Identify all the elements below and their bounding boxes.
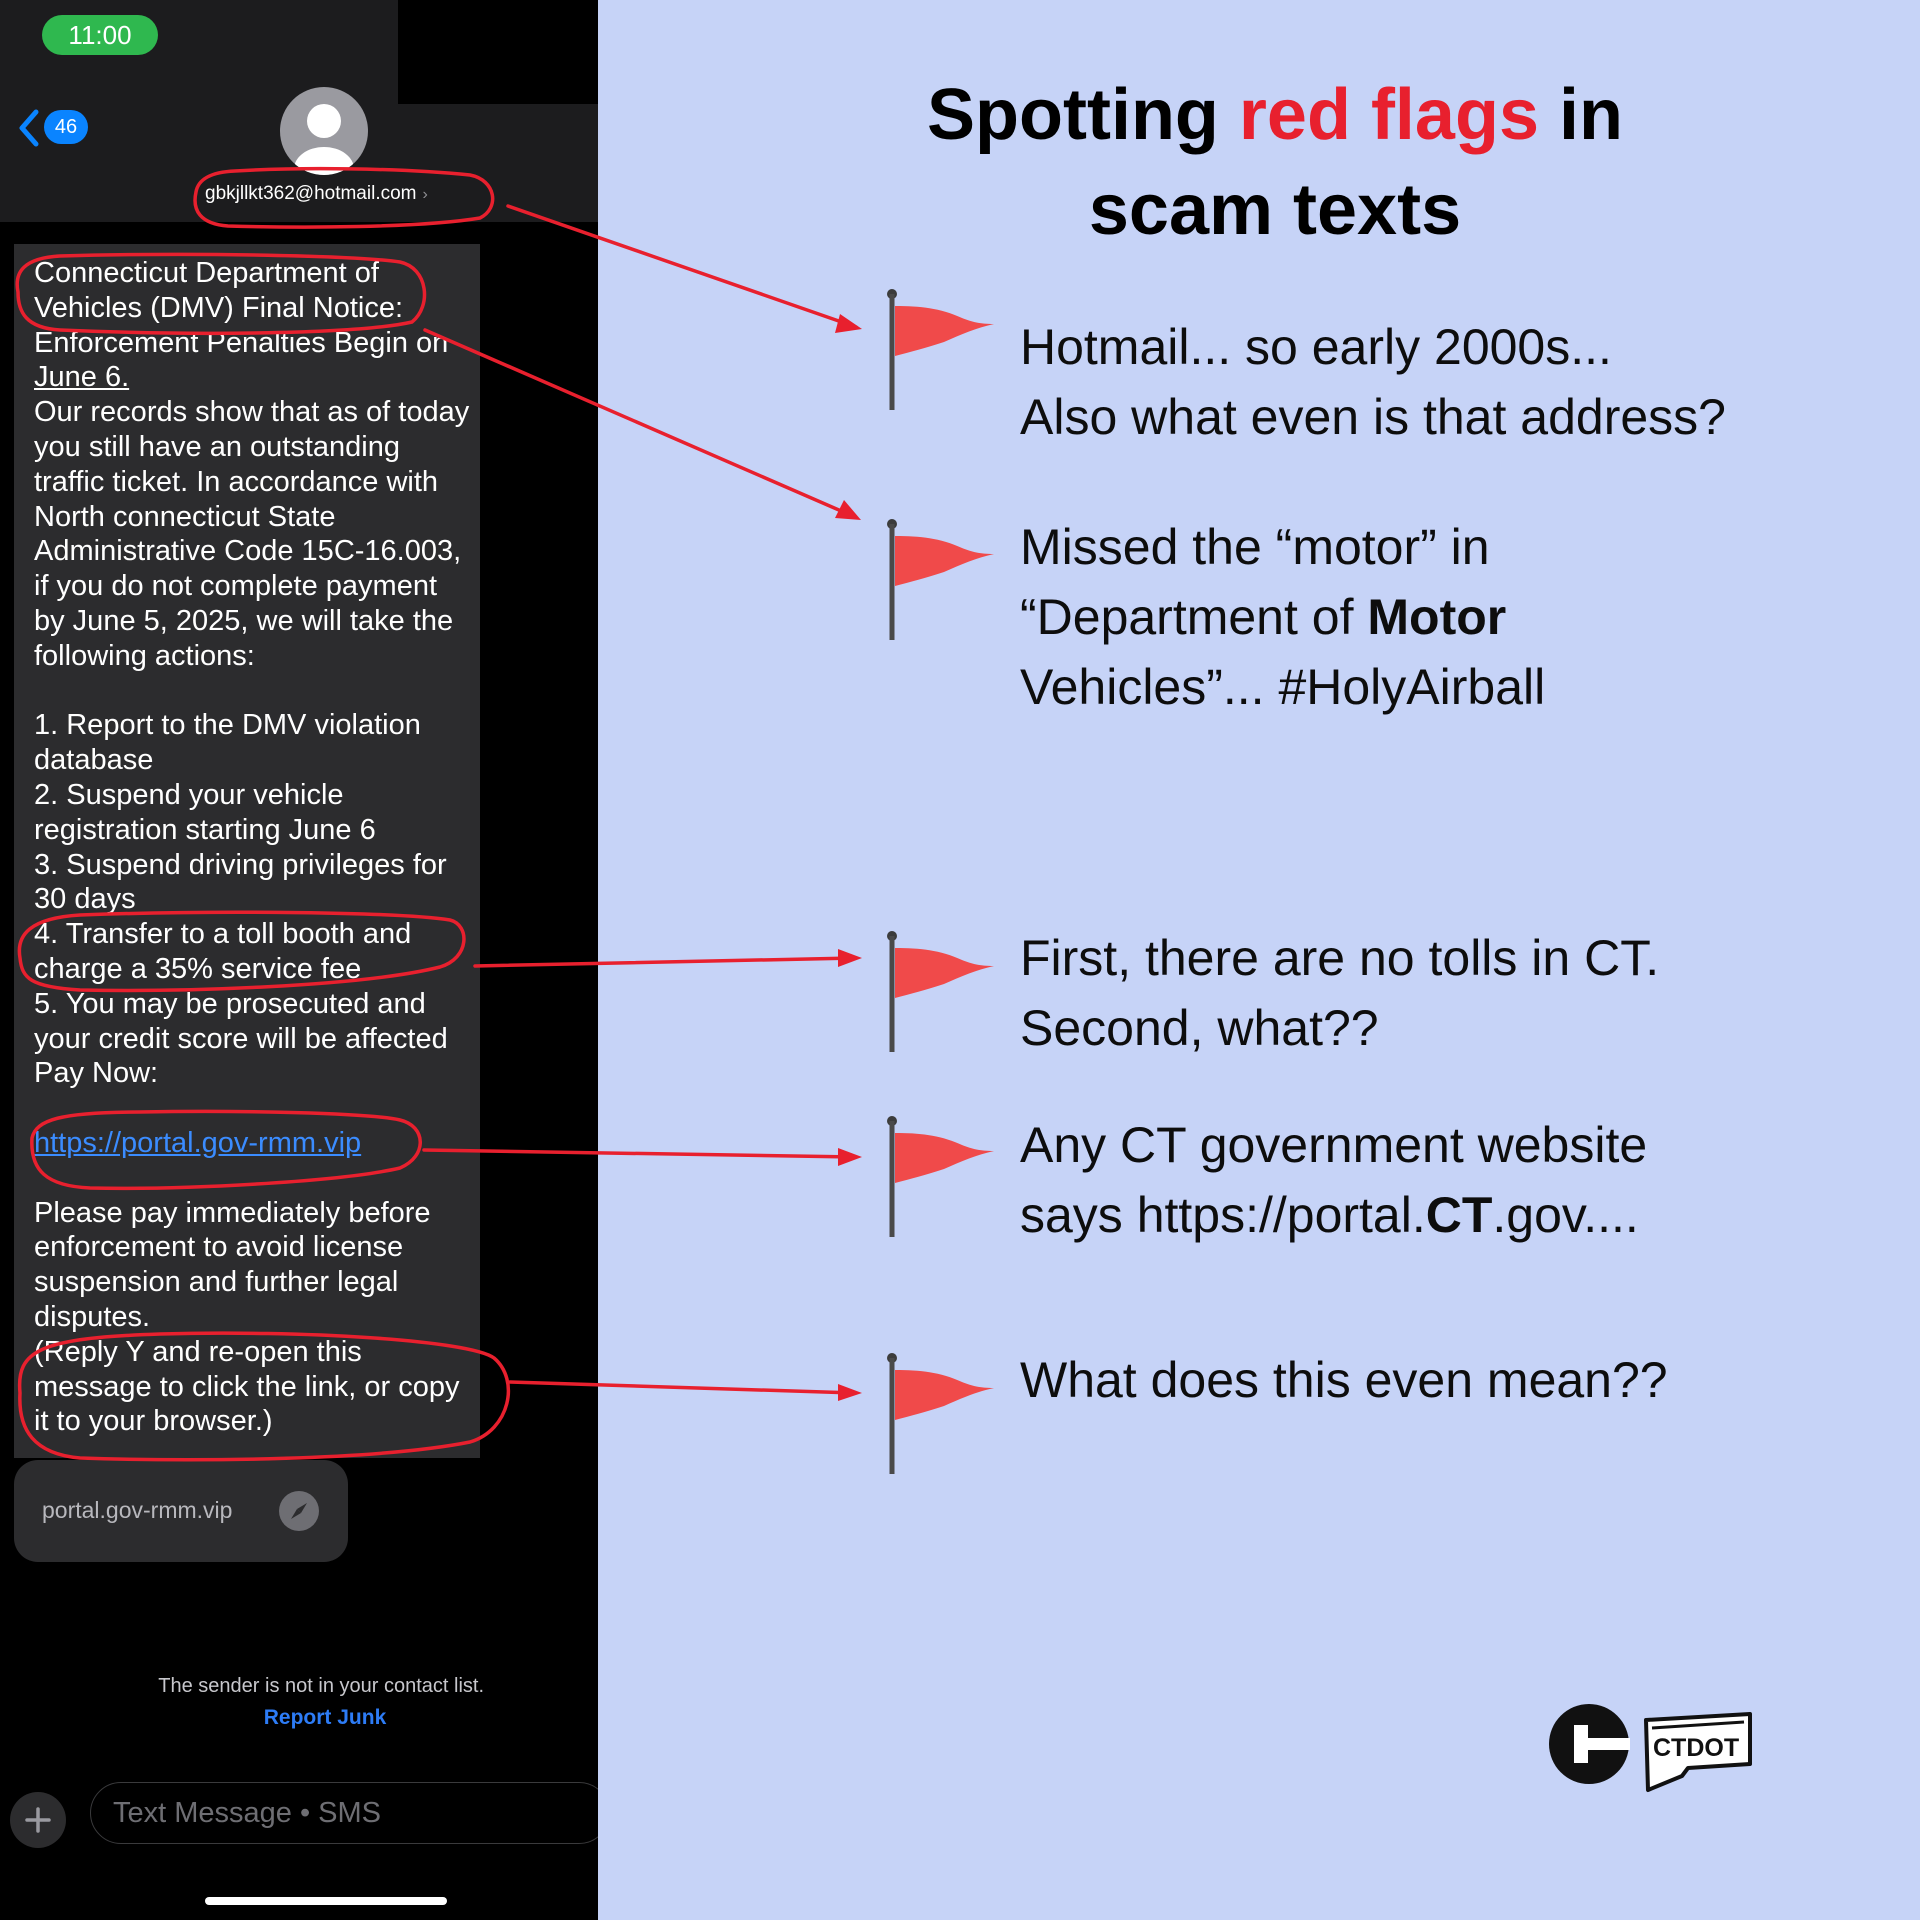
title-part-2: in	[1539, 75, 1623, 155]
annotation-arrow-4	[424, 1150, 855, 1157]
red-flag-text	[1020, 512, 1900, 722]
red-flag-text	[1020, 1110, 1900, 1250]
link-preview-domain: portal.gov-rmm.vip	[42, 1497, 233, 1523]
message-line: 1. Report to the DMV violation	[34, 709, 421, 742]
report-junk-link[interactable]: Report Junk	[263, 1706, 387, 1729]
arrowhead-1	[835, 314, 862, 333]
annotation-arrow-2	[425, 330, 855, 517]
red-flag-icon	[880, 518, 1000, 643]
ctdot-logo-text: CTDOT	[1653, 1734, 1740, 1762]
message-line: you still have an outstanding	[34, 430, 400, 463]
message-line: Pay Now:	[34, 1057, 159, 1090]
red-flag-text: Hotmail... so early 2000s... Also what even is that address?	[1020, 319, 1726, 445]
red-flag-text-part: .gov....	[1492, 1187, 1639, 1243]
ctdot-c-logo	[1548, 1703, 1630, 1785]
message-line: 3. Suspend driving privileges for	[34, 848, 447, 881]
title-line-2: scam texts	[1088, 170, 1462, 250]
red-flag-icon	[880, 930, 1000, 1055]
message-line: suspension and further legal	[34, 1266, 399, 1299]
red-flag-text-part: Vehicles”... #HolyAirball	[1020, 659, 1546, 715]
arrowhead-3	[838, 949, 862, 967]
message-line: traffic ticket. In accordance with	[34, 465, 439, 498]
scam-link[interactable]: https://portal.gov-rmm.vip	[34, 1126, 362, 1159]
message-line: if you do not complete payment	[34, 570, 438, 603]
red-flag-text: First, there are no tolls in CT. Second, what??	[1020, 930, 1660, 1056]
title-highlight: red flags	[1238, 75, 1539, 155]
annotation-circle-link	[32, 1111, 420, 1188]
message-line: your credit score will be affected	[34, 1022, 448, 1055]
red-flag-icon	[880, 1352, 1000, 1477]
red-flag-text: What does this even mean??	[1020, 1352, 1668, 1408]
red-flag-icon	[880, 1115, 1000, 1240]
red-flag-text-bold: CT	[1425, 1187, 1493, 1243]
status-time: 11:00	[42, 15, 158, 55]
sender-address-text: gbkjllkt362@hotmail.com	[205, 183, 417, 204]
message-line: charge a 35% service fee	[34, 952, 362, 985]
message-line: it to your browser.)	[34, 1405, 273, 1438]
title-part-1: Spotting	[927, 75, 1239, 155]
red-flag-text-part: Missed the “motor” in “Department of	[1020, 519, 1490, 645]
message-line: by June 5, 2025, we will take the	[34, 604, 454, 637]
red-flag-text-bold: Motor	[1367, 589, 1507, 645]
message-line: North connecticut State	[34, 500, 336, 533]
message-line: following actions:	[34, 639, 255, 672]
annotation-circle-toll-booth	[19, 912, 464, 990]
annotation-arrow-5	[510, 1382, 855, 1393]
annotation-arrow-3	[475, 958, 855, 966]
sender-notice: The sender is not in your contact list.	[158, 1675, 484, 1697]
message-line: disputes.	[34, 1300, 151, 1333]
message-line: Our records show that as of today	[34, 396, 470, 429]
arrowhead-4	[838, 1148, 862, 1166]
message-line: Vehicles (DMV) Final Notice:	[34, 291, 404, 324]
message-line: Enforcement Penalties Begin on	[34, 326, 449, 359]
page-title	[900, 68, 1650, 258]
message-line: enforcement to avoid license	[34, 1231, 404, 1264]
message-line: (Reply Y and re-open this	[34, 1335, 362, 1368]
annotation-circle-sender	[195, 169, 493, 227]
unread-count-badge[interactable]: 46	[44, 110, 88, 144]
message-line: database	[34, 744, 154, 777]
message-line: Administrative Code 15C-16.003,	[34, 535, 462, 568]
message-line: 5. You may be prosecuted and	[34, 987, 426, 1020]
message-line: Please pay immediately before	[34, 1196, 431, 1229]
message-line: Connecticut Department of	[34, 257, 379, 289]
annotation-arrow-1	[508, 206, 856, 327]
message-line: 2. Suspend your vehicle	[34, 778, 344, 811]
annotation-circle-reply-instruction	[20, 1333, 509, 1460]
arrowhead-5	[838, 1384, 862, 1401]
message-line: registration starting June 6	[34, 813, 376, 846]
red-flag-icon	[880, 288, 1000, 413]
annotation-circle-dmv-title	[17, 254, 424, 333]
message-line: June 6.	[34, 361, 130, 394]
chevron-right-icon: ›	[422, 186, 428, 203]
message-line: 30 days	[34, 883, 136, 916]
red-flag-text-part: Any CT government website says https://portal.	[1020, 1117, 1648, 1243]
message-line: 4. Transfer to a toll booth and	[34, 918, 412, 951]
ctdot-logo	[1638, 1706, 1756, 1796]
message-line: message to click the link, or copy	[34, 1370, 460, 1403]
